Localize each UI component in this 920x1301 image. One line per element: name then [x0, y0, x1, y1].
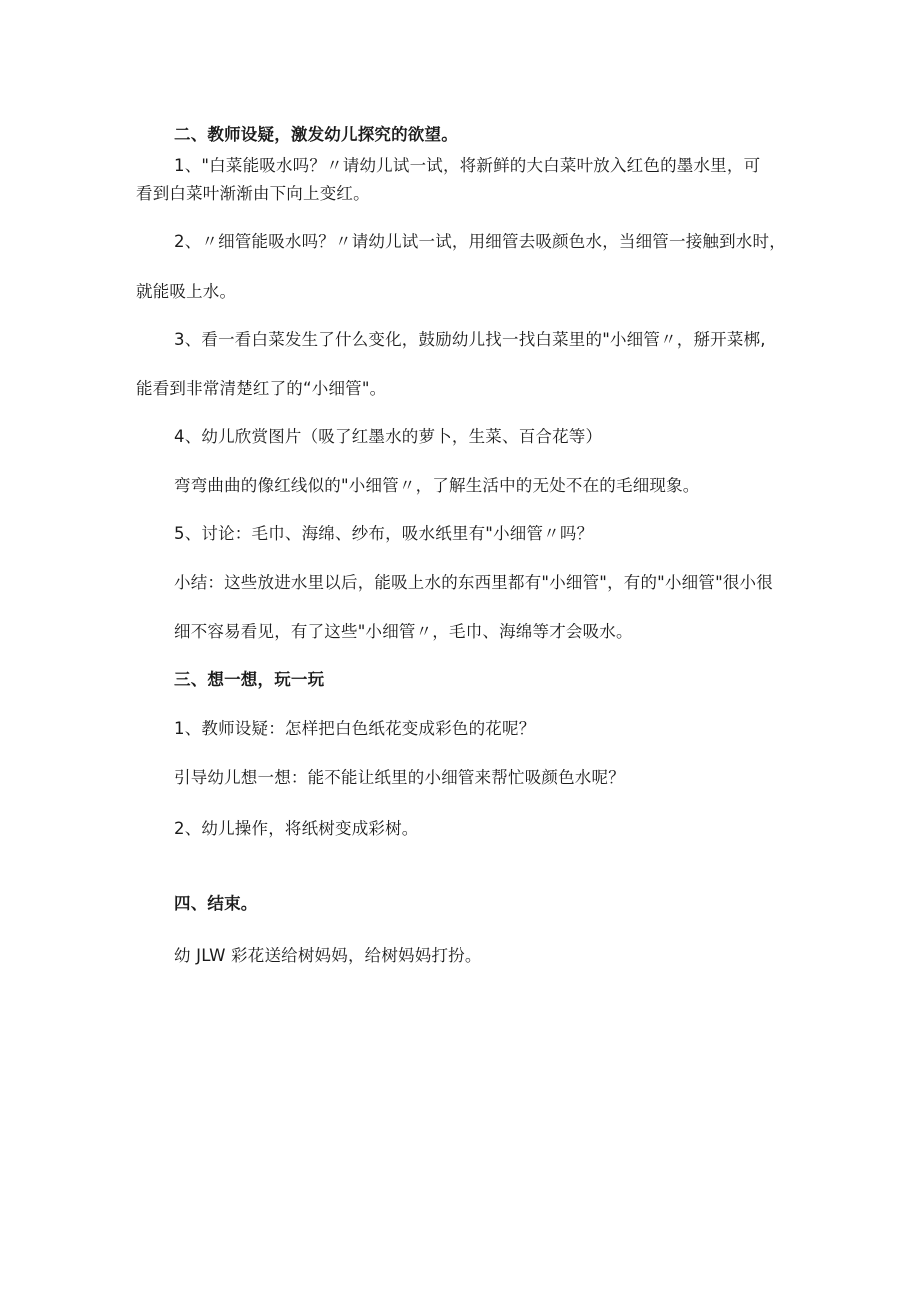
section2-item3-line1: 3、看一看白菜发生了什么变化，鼓励幼儿找一找白菜里的"小细管〃，掰开菜梆,: [174, 330, 766, 349]
section2-item1-line2: 看到白菜叶渐渐由下向上变红。: [136, 184, 370, 203]
section3-item2: 2、幼儿操作，将纸树变成彩树。: [174, 819, 419, 838]
section2-heading: 二、教师设疑，激发幼儿探究的欲望。: [174, 125, 458, 144]
section2-summary-line2: 细不容易看见，有了这些"小细管〃，毛巾、海绵等才会吸水。: [174, 622, 633, 641]
section2-item4: 4、幼儿欣赏图片（吸了红墨水的萝卜，生菜、百合花等）: [174, 427, 603, 446]
section2-item3-line2: 能看到非常清楚红了的“小细管"。: [136, 379, 387, 398]
section3-item1: 1、教师设疑：怎样把白色纸花变成彩色的花呢？: [174, 719, 536, 738]
section3-guide: 引导幼儿想一想：能不能让纸里的小细管来帮忙吸颜色水呢？: [174, 768, 625, 787]
section2-summary-line1: 小结：这些放进水里以后，能吸上水的东西里都有"小细管"，有的"小细管"很小很: [174, 573, 773, 592]
section2-item5: 5、讨论：毛巾、海绵、纱布，吸水纸里有"小细管〃吗？: [174, 524, 594, 543]
section2-item4-desc: 弯弯曲曲的像红线似的"小细管〃，了解生活中的无处不在的毛细现象。: [174, 476, 700, 495]
section2-item2-line1: 2、〃细管能吸水吗？〃请幼儿试一试，用细管去吸颜色水，当细管一接触到水时，: [174, 232, 786, 251]
section3-heading: 三、想一想，玩一玩: [174, 670, 325, 689]
section4-text: 幼 JLW 彩花送给树妈妈，给树妈妈打扮。: [174, 946, 482, 965]
section2-item2-line2: 就能吸上水。: [136, 282, 237, 301]
section4-heading: 四、结束。: [174, 894, 258, 913]
section2-item1-line1: 1、"白菜能吸水吗？〃请幼儿试一试，将新鲜的大白菜叶放入红色的墨水里，可: [174, 156, 761, 175]
